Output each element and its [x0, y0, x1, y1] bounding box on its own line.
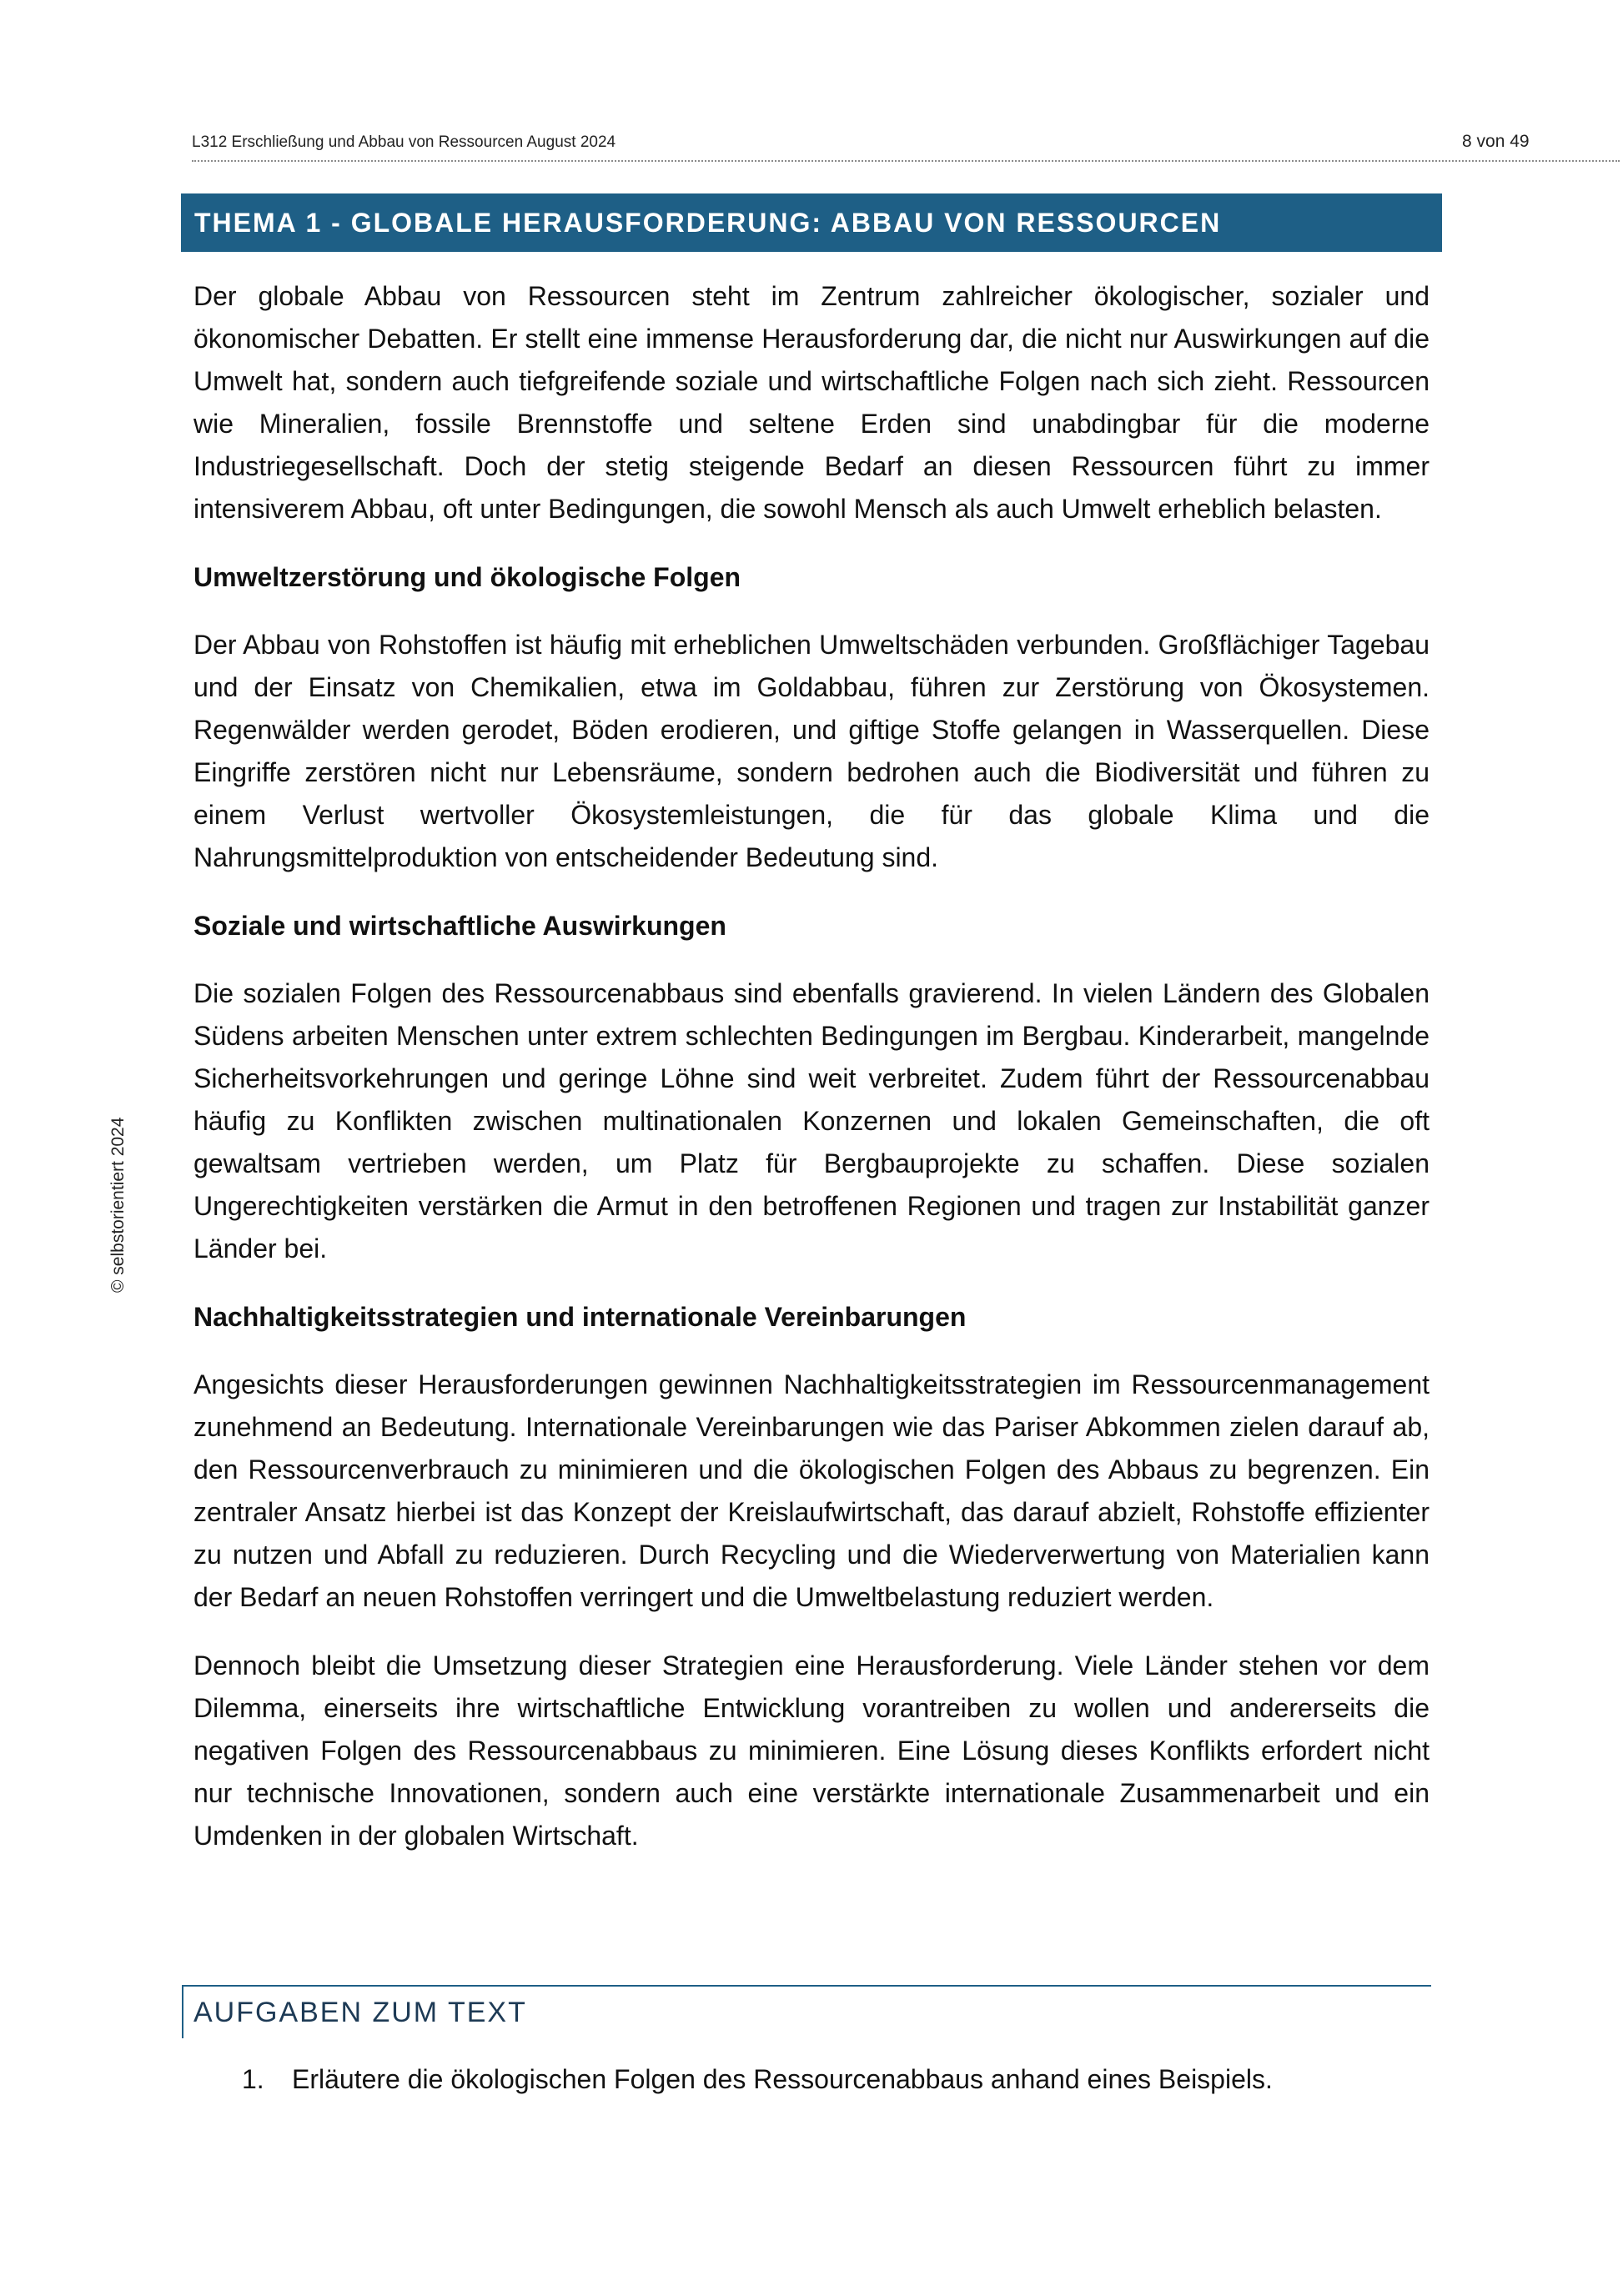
subheading-social: Soziale und wirtschaftliche Auswirkungen [193, 911, 726, 941]
page-number: 8 von 49 [1462, 132, 1530, 151]
task-number: 1. [242, 2064, 264, 2094]
task-item [193, 2058, 1430, 2101]
section-title: THEMA 1 - GLOBALE HERAUSFORDERUNG: ABBAU VON RESSOURCEN [181, 193, 1442, 252]
paragraph-social: Die sozialen Folgen des Ressourcenabbaus sind ebenfalls gravierend. In vielen Ländern des Globalen Südens arbeiten Menschen unter extrem schlechten Bedingungen im Bergbau. Kinderarbeit, mangelnde Sicherheitsvorkehrungen und geringe Löhne sind weit verbreitet. Zudem führt der Ressourcenabbau häufig zu Konflikten zwischen multinationalen Konzernen und lokalen Gemeinschaften, die oft gewaltsam vertrieben werden, um Platz für Bergbauprojekte zu schaffen. Diese sozialen Ungerechtigkeiten verstärken die Armut in den betroffenen Regionen und tragen zur Instabilität ganzer Länder bei. [193, 978, 1430, 1264]
tasks-heading: AUFGABEN ZUM TEXT [182, 1985, 1431, 2038]
paragraph-conclusion: Dennoch bleibt die Umsetzung dieser Strategien eine Herausforderung. Viele Länder stehen vor dem Dilemma, einerseits ihre wirtschaftliche Entwicklung vorantreiben zu wollen und andererseits die negativen Folgen des Ressourcenabbaus zu minimieren. Eine Lösung dieses Konflikts erfordert nicht nur technische Innovationen, sondern auch eine verstärkte internationale Zusammenarbeit und ein Umdenken in der globalen Wirtschaft. [193, 1650, 1430, 1851]
copyright-note: © selbstorientiert 2024 [108, 1117, 128, 1293]
paragraph-sustainability: Angesichts dieser Herausforderungen gewinnen Nachhaltigkeitsstrategien im Ressourcenmanagement zunehmend an Bedeutung. Internationale Vereinbarungen wie das Pariser Abkommen zielen darauf ab, den Ressourcenverbrauch zu minimieren und die ökologischen Folgen des Abbaus zu begrenzen. Ein zentraler Ansatz hierbei ist das Konzept der Kreislaufwirtschaft, das darauf abzielt, Rohstoffe effizienter zu nutzen und Abfall zu reduzieren. Durch Recycling und die Wiederverwertung von Materialien kann der Bedarf an neuen Rohstoffen verringert und die Umweltbelastung reduziert werden. [193, 1369, 1430, 1612]
task-list [193, 2058, 1430, 2101]
page-header [192, 130, 1620, 162]
task-text: Erläutere die ökologischen Folgen des Ressourcenabbaus anhand eines Beispiels. [292, 2064, 1273, 2094]
main-content [193, 275, 1430, 1883]
paragraph-environment: Der Abbau von Rohstoffen ist häufig mit erheblichen Umweltschäden verbunden. Großflächiger Tagebau und der Einsatz von Chemikalien, etwa im Goldabbau, führen zur Zerstörung von Ökosystemen. Regenwälder werden gerodet, Böden erodieren, und giftige Stoffe gelangen in Wasserquellen. Diese Eingriffe zerstören nicht nur Lebensräume, sondern bedrohen auch die Biodiversität und führen zu einem Verlust wertvoller Ökosystemleistungen, die für das globale Klima und die Nahrungsmittelproduktion von entscheidender Bedeutung sind. [193, 630, 1430, 872]
document-title: L312 Erschließung und Abbau von Ressourcen August 2024 [192, 133, 616, 151]
intro-paragraph: Der globale Abbau von Ressourcen steht im Zentrum zahlreicher ökologischer, sozialer und ökonomischer Debatten. Er stellt eine immense Herausforderung dar, die nicht nur Auswirkungen auf die Umwelt hat, sondern auch tiefgreifende soziale und wirtschaftliche Folgen nach sich zieht. Ressourcen wie Mineralien, fossile Brennstoffe und seltene Erden sind unabdingbar für die moderne Industriegesellschaft. Doch der stetig steigende Bedarf an diesen Ressourcen führt zu immer intensiverem Abbau, oft unter Bedingungen, die sowohl Mensch als auch Umwelt erheblich belasten. [193, 281, 1430, 524]
subheading-environment: Umweltzerstörung und ökologische Folgen [193, 562, 741, 592]
subheading-sustainability: Nachhaltigkeitsstrategien und internationale Vereinbarungen [193, 1302, 967, 1332]
